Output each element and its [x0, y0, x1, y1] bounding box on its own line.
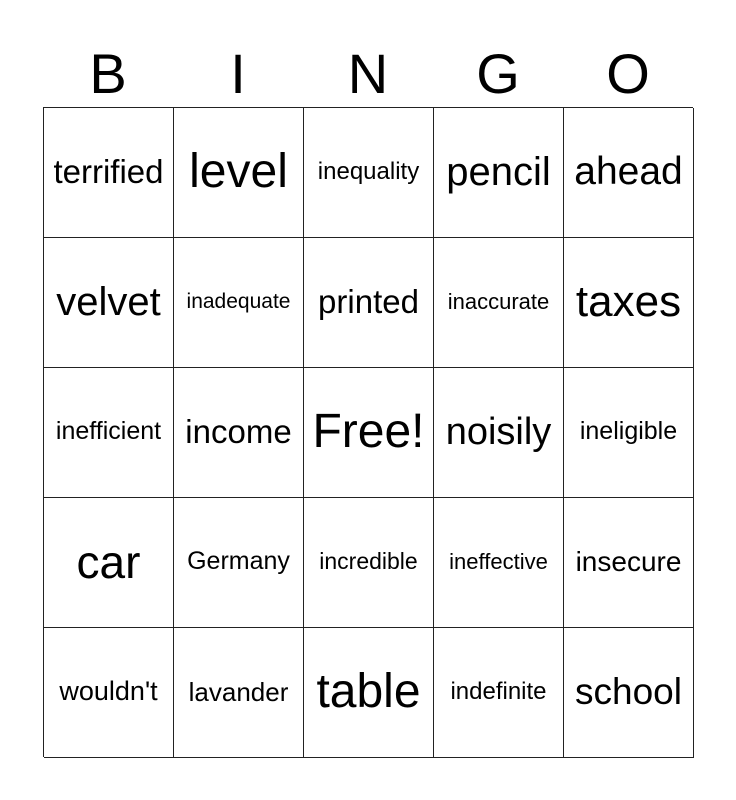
bingo-cell-r3c2[interactable]: income: [174, 368, 304, 498]
bingo-cell-r1c4[interactable]: pencil: [434, 108, 564, 238]
bingo-cell-r5c5[interactable]: school: [564, 628, 694, 758]
bingo-cell-r4c5[interactable]: insecure: [564, 498, 694, 628]
bingo-board: [43, 107, 693, 757]
header-letter-n: N: [347, 42, 389, 105]
bingo-cell-r1c1[interactable]: terrified: [44, 108, 174, 238]
bingo-cell-r1c2[interactable]: level: [174, 108, 304, 238]
bingo-cell-r2c3[interactable]: printed: [304, 238, 434, 368]
bingo-cell-r2c1[interactable]: velvet: [44, 238, 174, 368]
bingo-cell-r4c2[interactable]: Germany: [174, 498, 304, 628]
bingo-cell-r4c4[interactable]: ineffective: [434, 498, 564, 628]
bingo-cell-r1c3[interactable]: inequality: [304, 108, 434, 238]
bingo-cell-r5c3[interactable]: table: [304, 628, 434, 758]
bingo-cell-r5c4[interactable]: indefinite: [434, 628, 564, 758]
bingo-cell-r3c5[interactable]: ineligible: [564, 368, 694, 498]
header-letter-g: G: [476, 42, 520, 105]
bingo-cell-r5c2[interactable]: lavander: [174, 628, 304, 758]
bingo-cell-r1c5[interactable]: ahead: [564, 108, 694, 238]
header-letter-i: I: [230, 42, 246, 105]
bingo-cell-r3c4[interactable]: noisily: [434, 368, 564, 498]
bingo-cell-r3c1[interactable]: inefficient: [44, 368, 174, 498]
bingo-cell-r2c2[interactable]: inadequate: [174, 238, 304, 368]
bingo-cell-r5c1[interactable]: wouldn't: [44, 628, 174, 758]
header-letter-b: B: [89, 42, 127, 105]
bingo-cell-r2c5[interactable]: taxes: [564, 238, 694, 368]
bingo-cell-r3c3-free[interactable]: Free!: [304, 368, 434, 498]
bingo-header: [43, 44, 693, 104]
header-letter-o: O: [606, 42, 650, 105]
bingo-cell-r2c4[interactable]: inaccurate: [434, 238, 564, 368]
bingo-cell-r4c1[interactable]: car: [44, 498, 174, 628]
bingo-cell-r4c3[interactable]: incredible: [304, 498, 434, 628]
